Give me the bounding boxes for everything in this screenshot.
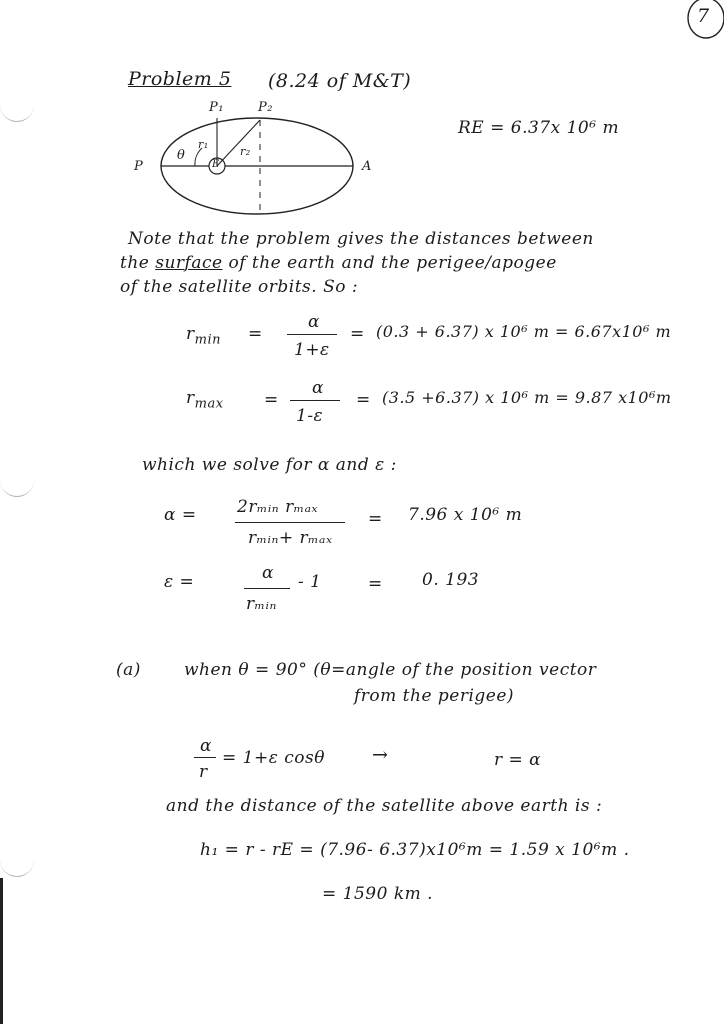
r2-vector xyxy=(217,120,260,166)
problem-reference: (8.24 of M&T) xyxy=(268,70,412,92)
polar-result: r = α xyxy=(494,750,542,770)
rmin-denominator: 1+ε xyxy=(294,340,330,360)
epsilon-equals: = xyxy=(368,574,383,594)
part-a-line-2: from the perigee) xyxy=(354,686,515,706)
rmax-lhs xyxy=(186,388,224,411)
rmax-denominator: 1-ε xyxy=(296,406,324,426)
rmin-value: (0.3 + 6.37) x 10⁶ m = 6.67x10⁶ m xyxy=(376,322,672,341)
rmin-fraction-bar xyxy=(287,334,337,335)
polar-numerator: α xyxy=(200,736,212,756)
problem-title xyxy=(128,68,231,90)
alpha-fraction-bar xyxy=(235,522,345,523)
note-line-2-start: the xyxy=(120,253,150,273)
epsilon-denominator: rₘᵢₙ xyxy=(246,594,277,614)
distance-statement: and the distance of the satellite above earth is : xyxy=(166,796,603,816)
epsilon-fraction-bar xyxy=(244,588,290,589)
label-theta: θ xyxy=(177,148,186,163)
note-surface-underlined: surface xyxy=(155,253,223,273)
note-line-1: Note that the problem gives the distances between xyxy=(128,229,594,249)
page-edge-shadow xyxy=(0,878,3,1024)
orbit-diagram xyxy=(140,108,400,228)
epsilon-value: 0. 193 xyxy=(422,570,480,590)
epsilon-minus-one: - 1 xyxy=(298,572,322,592)
rmin-equals: = xyxy=(248,324,263,344)
final-answer: = 1590 km . xyxy=(322,884,434,904)
earth-radius-value: RΕ = 6.37x 10⁶ m xyxy=(458,118,620,138)
label-earth: E xyxy=(212,159,220,170)
label-perigee: P xyxy=(134,159,144,174)
label-r2: r₂ xyxy=(240,145,251,158)
label-p2: P₂ xyxy=(258,100,273,115)
note-line-3: of the satellite orbits. So : xyxy=(120,277,359,297)
rmax-value: (3.5 +6.37) x 10⁶ m = 9.87 x10⁶m xyxy=(382,388,672,407)
rmin-lhs xyxy=(186,324,221,347)
solve-statement: which we solve for α and ε : xyxy=(142,455,397,475)
polar-denominator: r xyxy=(199,762,208,782)
rmin-subscript: min xyxy=(194,332,221,348)
problem-title-text: Problem 5 xyxy=(128,68,232,90)
alpha-value: 7.96 x 10⁶ m xyxy=(408,505,523,525)
rmax-subscript: max xyxy=(194,396,224,412)
height-equation: h₁ = r - rΕ = (7.96- 6.37)x10⁶m = 1.59 x 10⁶m . xyxy=(200,840,630,860)
epsilon-numerator: α xyxy=(262,563,274,583)
polar-rhs: = 1+ε cosθ xyxy=(222,748,325,768)
rmin-numerator: α xyxy=(308,312,320,332)
alpha-numerator: 2rₘᵢₙ rₘₐₓ xyxy=(237,497,319,517)
part-a-label: (a) xyxy=(116,660,141,680)
alpha-equals: = xyxy=(368,509,383,529)
rmax-equals: = xyxy=(264,390,279,410)
rmin-equals-2: = xyxy=(350,324,365,344)
punch-hole-mark xyxy=(0,858,34,877)
rmin-symbol: r xyxy=(186,324,195,344)
note-line-2-end: of the earth and the perigee/apogee xyxy=(228,253,557,273)
punch-hole-mark xyxy=(0,478,34,497)
label-r1: r₁ xyxy=(198,138,209,151)
page-number: 7 xyxy=(697,5,710,27)
rmax-fraction-bar xyxy=(290,400,340,401)
alpha-denominator: rₘᵢₙ+ rₘₐₓ xyxy=(248,528,333,548)
arrow-icon: → xyxy=(372,744,389,766)
alpha-lhs: α = xyxy=(164,505,197,525)
note-line-2 xyxy=(120,253,557,273)
polar-fraction-bar xyxy=(194,757,216,758)
label-p1: P₁ xyxy=(209,100,224,115)
rmax-equals-2: = xyxy=(356,390,371,410)
label-apogee: A xyxy=(362,159,372,174)
rmax-symbol: r xyxy=(186,388,195,408)
part-a-line-1: when θ = 90° (θ=angle of the position vector xyxy=(184,660,597,680)
punch-hole-mark xyxy=(0,103,34,122)
rmax-numerator: α xyxy=(312,378,324,398)
epsilon-lhs: ε = xyxy=(164,572,195,592)
